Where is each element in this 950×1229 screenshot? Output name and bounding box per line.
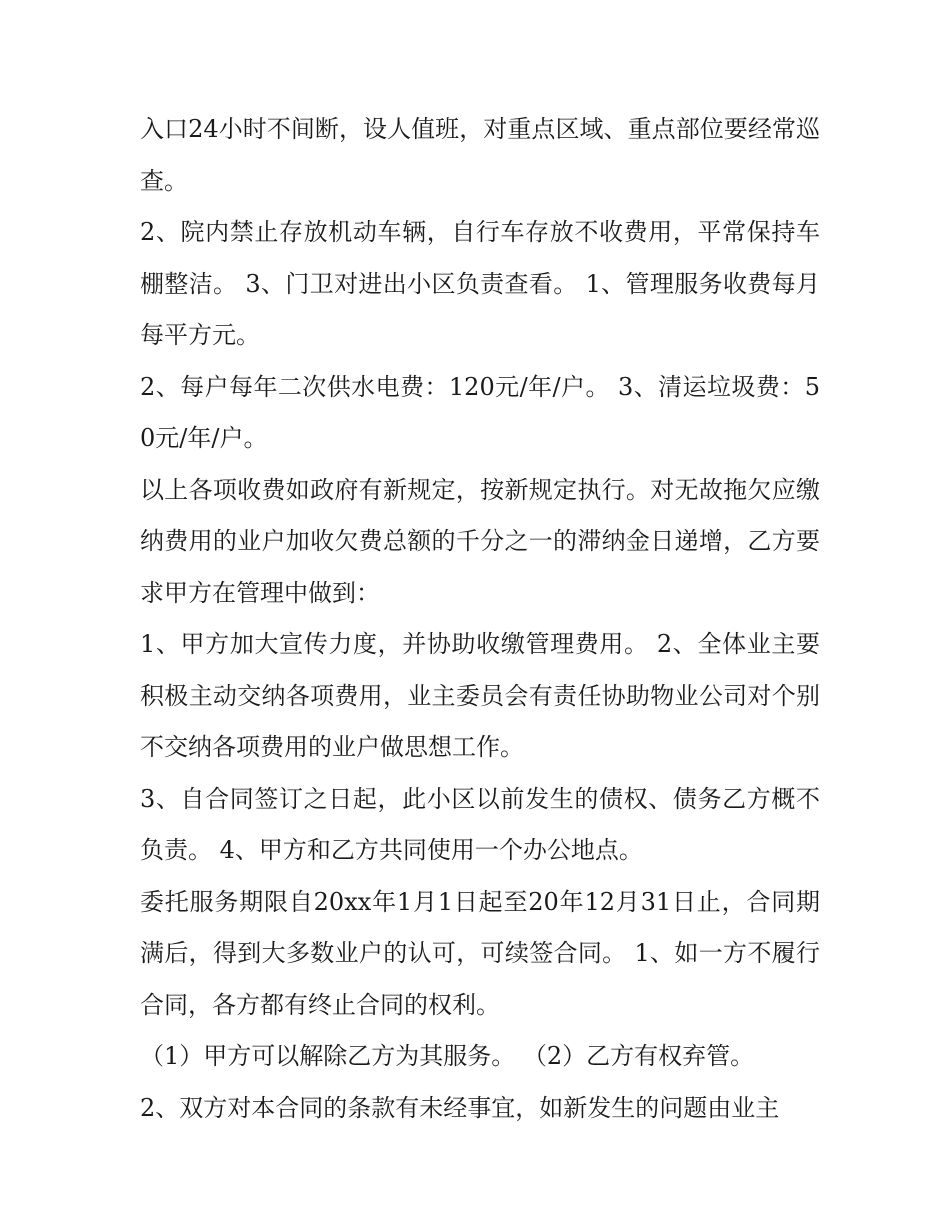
paragraph-termination-rights: （1）甲方可以解除乙方为其服务。 （2）乙方有权弃管。	[140, 1042, 755, 1070]
paragraph-security-patrol: 入口24小时不间断，设人值班，对重点区域、重点部位要经常巡查。	[140, 115, 820, 195]
paragraph-service-term: 委托服务期限自20xx年1月1日起至20年12月31日止，合同期满后，得到大多数业户的认可，可续签合同。 1、如一方不履行合同，各方都有终止合同的权利。	[140, 887, 820, 1019]
paragraph-late-fee: 以上各项收费如政府有新规定，按新规定执行。对无故拖欠应缴纳费用的业户加收欠费总额的千分之一的滞纳金日递增，乙方要求甲方在管理中做到：	[140, 475, 820, 607]
document-body	[140, 104, 820, 1134]
paragraph-fees: 2、每户每年二次供水电费：120元/年/户。 3、清运垃圾费：50元/年/户。	[140, 372, 820, 452]
paragraph-liabilities: 3、自合同签订之日起，此小区以前发生的债权、债务乙方概不负责。 4、甲方和乙方共同使用一个办公地点。	[140, 784, 820, 864]
paragraph-party-a-duties: 1、甲方加大宣传力度，并协助收缴管理费用。 2、全体业主要积极主动交纳各项费用，业主委员会有责任协助物业公司对个别不交纳各项费用的业户做思想工作。	[140, 630, 820, 761]
paragraph-vehicle-rules: 2、院内禁止存放机动车辆，自行车存放不收费用，平常保持车棚整洁。 3、门卫对进出小区负责查看。 1、管理服务收费每月每平方元。	[140, 218, 820, 349]
paragraph-unresolved-matters: 2、双方对本合同的条款有未经事宜，如新发生的问题由业主	[140, 1093, 780, 1122]
